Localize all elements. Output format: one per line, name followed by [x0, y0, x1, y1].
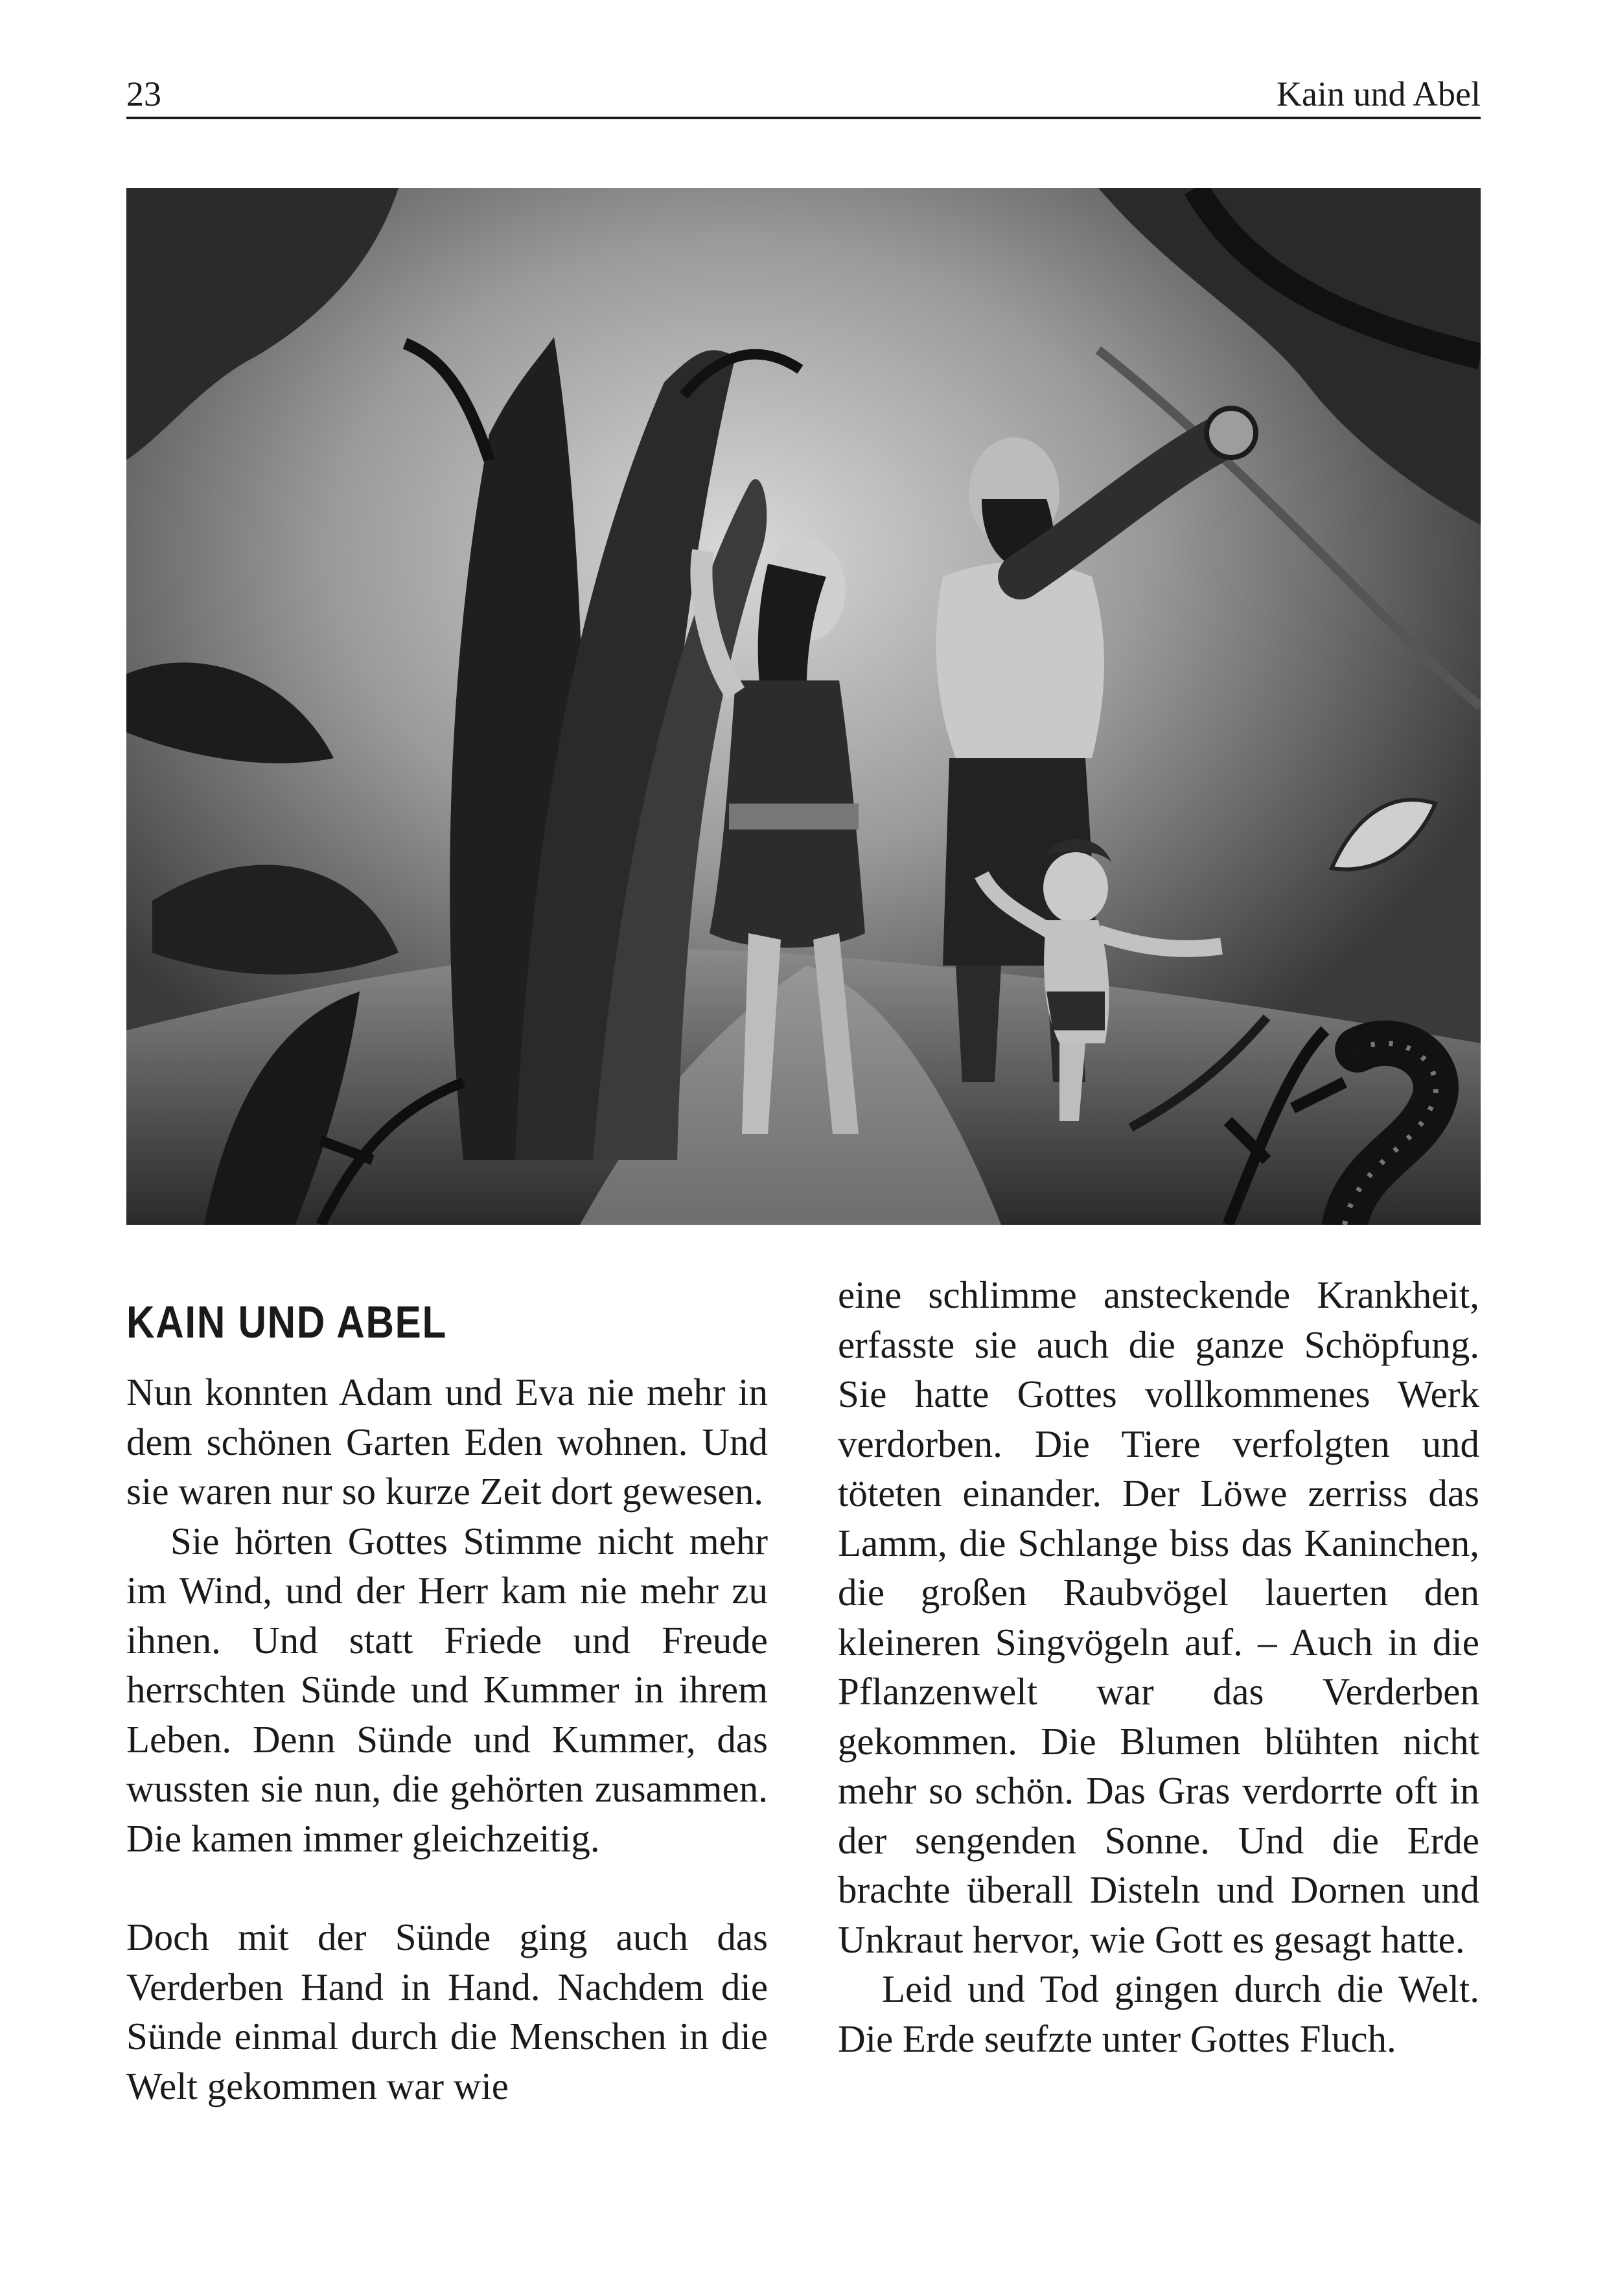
- paragraph-5: Leid und Tod gingen durch die Welt. Die Erde seufzte unter Gottes Fluch.: [838, 1967, 1479, 2060]
- running-header: [126, 71, 1481, 119]
- text-column-right: [838, 1270, 1479, 2063]
- page-number: 23: [126, 75, 161, 113]
- illustration-family-in-jungle: [126, 188, 1481, 1225]
- text-column-left: [126, 1270, 768, 2111]
- paragraph-spacer: [126, 1863, 768, 1912]
- paragraph-3: Doch mit der Sünde ging auch das Verderben Hand in Hand. Nachdem die Sünde einmal durch die Menschen in die Welt gekommen war wie: [126, 1916, 768, 2107]
- paragraph-2: Sie hörten Gottes Stimme nicht mehr im Wind, und der Herr kam nie mehr zu ihnen. Und statt Friede und Freude herrschten Sünde und Kummer in ihrem Leben. Denn Sünde und Kummer, das wussten sie nun, die gehörten zusammen. Die kamen immer gleichzeitig.: [126, 1519, 768, 1860]
- article-heading: KAIN UND ABEL: [126, 1297, 448, 1347]
- running-title: Kain und Abel: [1277, 75, 1481, 113]
- paragraph-1: Nun konnten Adam und Eva nie mehr in dem schönen Garten Eden wohnen. Und sie waren nur so kurze Zeit dort gewesen.: [126, 1371, 768, 1513]
- paragraph-4: eine schlimme ansteckende Krankheit, erfasste sie auch die ganze Schöpfung. Sie hatte Gottes vollkommenes Werk verdorben. Die Tiere verfolgten und töteten einander. Der Löwe zerriss das Lamm, die Schlange biss das Kaninchen, die großen Raubvögel lauerten den kleineren Singvögeln auf. – Auch in die Pflanzenwelt war das Verderben gekommen. Die Blumen blühten nicht mehr so schön. Das Gras verdorrte oft in der sengenden Sonne. Und die Erde brachte überall Disteln und Dornen und Unkraut hervor, wie Gott es gesagt hatte.: [838, 1273, 1479, 1961]
- illustration-drawing: [126, 188, 1481, 1225]
